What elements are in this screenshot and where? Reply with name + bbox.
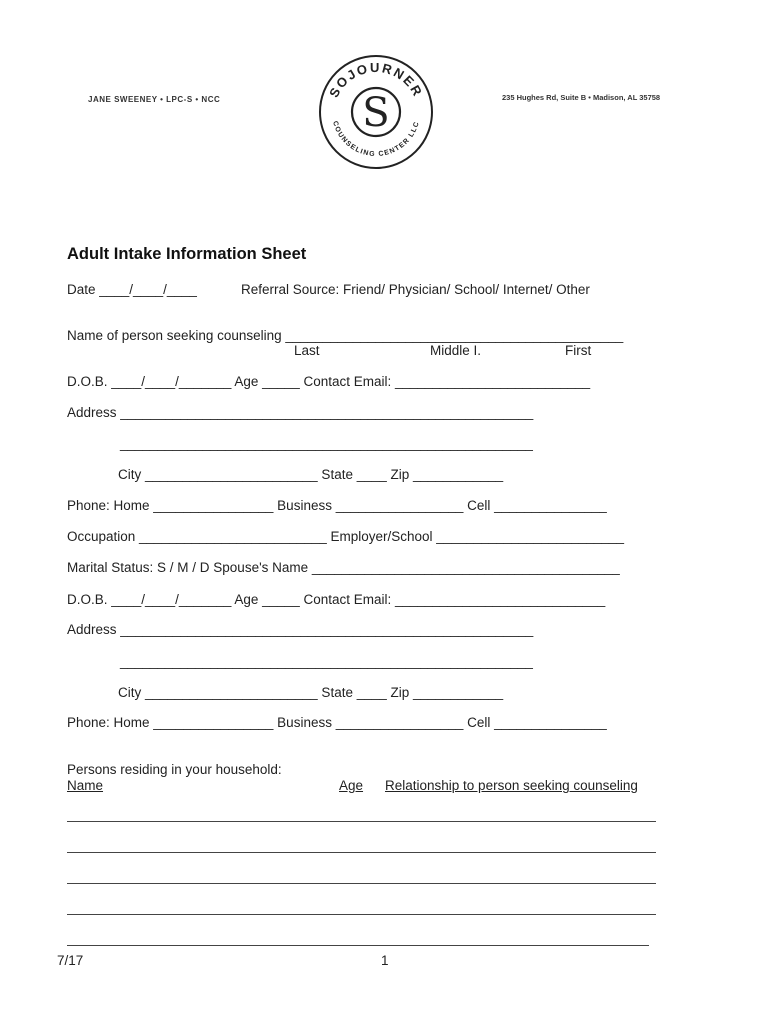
marital-status-field[interactable]: Marital Status: S / M / D Spouse's Name _________________________________________ <box>67 560 620 575</box>
practitioner-name: JANE SWEENEY • LPC-S • NCC <box>88 95 221 104</box>
household-name-header: Name <box>67 778 104 793</box>
practice-address: 235 Hughes Rd, Suite B • Madison, AL 35758 <box>502 93 661 102</box>
sojourner-logo-icon <box>318 52 434 172</box>
referral-source-field[interactable]: Referral Source: Friend/ Physician/ School/ Internet/ Other <box>241 282 590 297</box>
household-row-line[interactable] <box>67 945 649 946</box>
spouse-phone-field[interactable]: Phone: Home ________________ Business _________________ Cell _______________ <box>67 715 607 730</box>
spouse-address-field-line2[interactable]: _______________________________________________________ <box>120 654 533 669</box>
svg-text:COUNSELING CENTER LLC: COUNSELING CENTER LLC <box>331 120 421 159</box>
name-field[interactable]: Name of person seeking counseling _____________________________________________ <box>67 328 624 343</box>
household-row-line[interactable] <box>67 883 656 884</box>
dob-field[interactable]: D.O.B. ____/____/_______ Age _____ Contact Email: __________________________ <box>67 374 591 389</box>
page-number: 1 <box>381 953 389 968</box>
city-state-zip-field[interactable]: City _______________________ State ____ Zip ____________ <box>118 467 504 482</box>
spouse-city-state-zip-field[interactable]: City _______________________ State ____ Zip ____________ <box>118 685 504 700</box>
name-first-label: First <box>565 343 592 358</box>
spouse-dob-field[interactable]: D.O.B. ____/____/_______ Age _____ Contact Email: ____________________________ <box>67 592 606 607</box>
household-row-line[interactable] <box>67 914 656 915</box>
household-row-line[interactable] <box>67 821 656 822</box>
date-field[interactable]: Date ____/____/____ <box>67 282 197 297</box>
name-middle-label: Middle I. <box>430 343 482 358</box>
page-title: Adult Intake Information Sheet <box>67 245 307 263</box>
phone-field[interactable]: Phone: Home ________________ Business _________________ Cell _______________ <box>67 498 607 513</box>
address-field-line2[interactable]: _______________________________________________________ <box>120 436 533 451</box>
occupation-field[interactable]: Occupation _________________________ Employer/School _________________________ <box>67 529 624 544</box>
household-label: Persons residing in your household: <box>67 762 282 777</box>
address-field[interactable]: Address _______________________________________________________ <box>67 405 534 420</box>
svg-text:S: S <box>362 90 390 136</box>
svg-text:SOJOURNER: SOJOURNER <box>326 59 426 100</box>
name-last-label: Last <box>294 343 320 358</box>
household-row-line[interactable] <box>67 852 656 853</box>
household-age-header: Age <box>339 778 364 793</box>
spouse-address-field[interactable]: Address _______________________________________________________ <box>67 622 534 637</box>
household-relationship-header: Relationship to person seeking counseling <box>385 778 638 793</box>
form-date-code: 7/17 <box>57 953 84 968</box>
